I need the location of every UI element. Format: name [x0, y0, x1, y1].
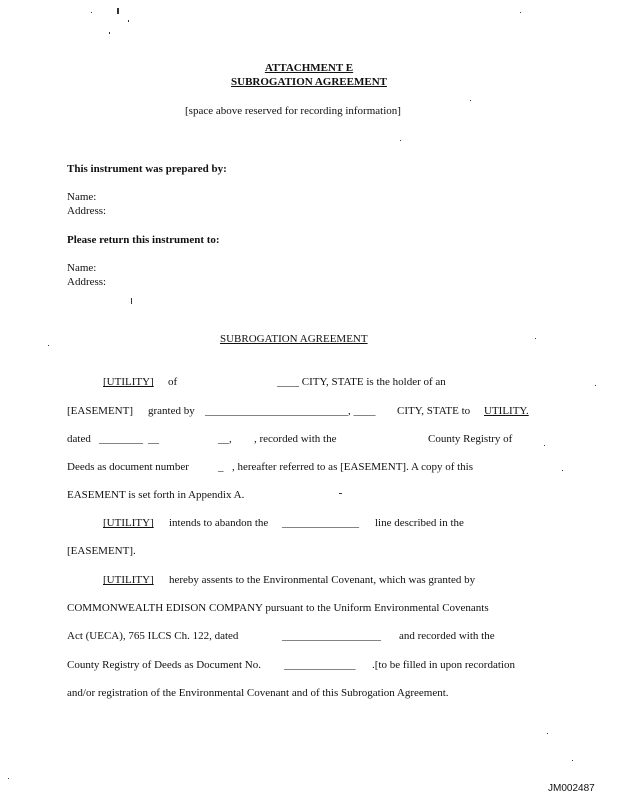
line1-city-state: ____ CITY, STATE is the holder of an — [277, 376, 446, 388]
prepared-name-label: Name: — [67, 191, 97, 203]
scan-speck — [117, 8, 119, 14]
utility-placeholder-2: UTILITY. — [484, 405, 529, 417]
document-no-blank: _____________ — [284, 659, 356, 671]
line6-intends: intends to abandon the — [169, 517, 269, 529]
ueca-date-blank: __________________ — [282, 630, 381, 642]
prepared-heading: This instrument was prepared by: — [67, 163, 227, 175]
reserved-note: [space above reserved for recording information] — [185, 105, 401, 117]
utility-placeholder-1: [UTILITY] — [103, 376, 154, 388]
scan-speck — [572, 760, 573, 761]
line8-assents: hereby assents to the Environmental Covenant, which was granted by — [169, 574, 476, 586]
scan-speck — [535, 338, 536, 339]
return-name-label: Name: — [67, 262, 97, 274]
scan-speck — [8, 778, 9, 779]
scan-speck — [131, 298, 132, 304]
line10-ueca: Act (UECA), 765 ILCS Ch. 122, dated — [67, 630, 239, 642]
scan-speck — [91, 12, 92, 13]
return-heading: Please return this instrument to: — [67, 234, 220, 246]
line3-dated: dated — [67, 433, 91, 445]
line4-deeds: Deeds as document number — [67, 461, 189, 473]
line2-granted-by: granted by — [148, 405, 195, 417]
scan-speck — [470, 100, 471, 101]
return-address-label: Address: — [67, 276, 107, 288]
line11-filled-in: .[to be filled in upon recordation — [372, 659, 515, 671]
document-id: JM002487 — [548, 783, 595, 794]
line-type-blank: ______________ — [282, 517, 359, 529]
scan-speck — [595, 385, 596, 386]
section-title: SUBROGATION AGREEMENT — [220, 333, 368, 345]
scan-speck — [109, 32, 110, 34]
line2-city-state: CITY, STATE to — [397, 405, 471, 417]
scan-speck — [544, 445, 545, 446]
attachment-title: ATTACHMENT E — [264, 62, 354, 74]
line10-recorded: and recorded with the — [399, 630, 495, 642]
utility-placeholder-3: [UTILITY] — [103, 517, 154, 529]
utility-placeholder-4: [UTILITY] — [103, 574, 154, 586]
attachment-subtitle: SUBROGATION AGREEMENT — [231, 76, 387, 88]
line5-appendix: EASEMENT is set forth in Appendix A. — [67, 489, 245, 501]
line6-described: line described in the — [375, 517, 464, 529]
prepared-address-label: Address: — [67, 205, 107, 217]
scan-speck — [339, 493, 342, 494]
line11-county: County Registry of Deeds as Document No. — [67, 659, 261, 671]
scan-speck — [547, 733, 548, 734]
dated-blank: ________ — [99, 433, 143, 445]
line3-county-registry: County Registry of — [428, 433, 513, 445]
scan-speck — [400, 140, 401, 141]
dated-blank-3: __, — [218, 433, 232, 445]
scan-speck — [128, 20, 129, 22]
dated-blank-2: __ — [148, 433, 159, 445]
line12-registration: and/or registration of the Environmental Covenant and of this Subrogation Agreement. — [67, 687, 449, 699]
line3-recorded-with: , recorded with the — [254, 433, 337, 445]
line1-of: of — [168, 376, 178, 388]
scan-speck — [562, 470, 563, 471]
scan-speck — [48, 345, 49, 346]
grantor-blank: __________________________, ____ — [205, 405, 376, 417]
line9-commonwealth: COMMONWEALTH EDISON COMPANY pursuant to the Uniform Environmental Covenants — [67, 602, 489, 614]
scan-speck — [520, 12, 521, 13]
easement-placeholder-1: [EASEMENT] — [67, 405, 133, 417]
document-number-blank: _ — [218, 461, 224, 473]
easement-placeholder-2: [EASEMENT]. — [67, 545, 136, 557]
line4-hereafter: , hereafter referred to as [EASEMENT]. A copy of this — [232, 461, 474, 473]
